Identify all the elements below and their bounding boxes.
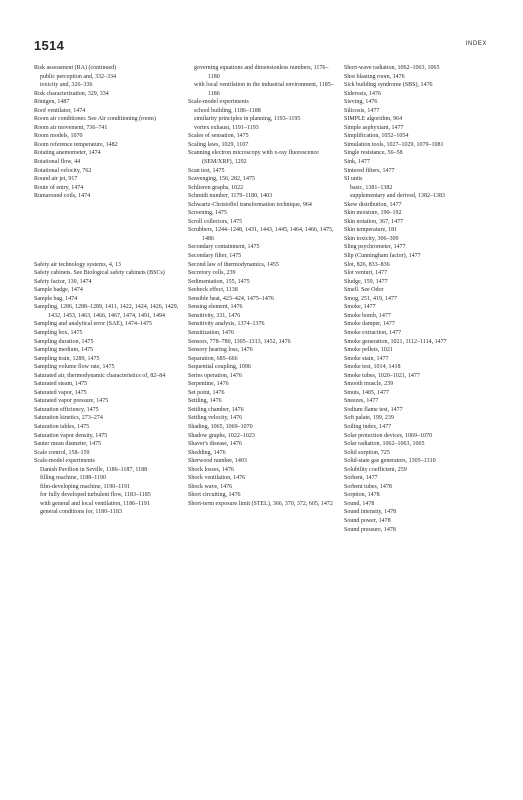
index-entry: Smoke tubes, 1020–1021, 1477 — [344, 372, 420, 379]
index-entry: Risk assessment (RA) (continued) — [34, 65, 117, 71]
index-gap — [34, 201, 184, 210]
index-entry: Smoke bomb, 1477 — [344, 312, 391, 319]
index-entry: Serpentine, 1476 — [188, 381, 229, 388]
index-gap — [34, 252, 184, 261]
index-entry: Saturation tables, 1475 — [34, 423, 90, 430]
index-entry: Sneezes, 1477 — [344, 398, 379, 405]
index-subentry: vortex exhaust, 1191–1193 — [194, 124, 259, 131]
index-entry: Rotational velocity, 762 — [34, 167, 92, 174]
index-entry: Sludge, 159, 1477 — [344, 278, 388, 285]
index-entry: Simplification, 1052–1054 — [344, 133, 409, 140]
index-entry: Sensitivity analysis, 1374–1376 — [188, 321, 265, 328]
index-entry: Shaver's disease, 1476 — [188, 441, 242, 448]
index-entry: Scale control, 158–159 — [34, 449, 90, 456]
index-subentry: toxicity and, 326–336 — [40, 82, 93, 89]
index-entry: Settling velocity, 1476 — [188, 415, 243, 422]
index-entry: Room air conditioner. See Air conditioning (room) — [34, 116, 156, 123]
index-entry: SIMPLE algorithm, 964 — [344, 116, 403, 123]
index-entry: Sample bag, 1474 — [34, 295, 78, 302]
index-entry: Sorbent tubes, 1478 — [344, 483, 392, 490]
index-entry: Sodium flame test, 1477 — [344, 406, 403, 413]
index-entry: Saturation kinetics, 273–274 — [34, 415, 103, 422]
index-entry: Sequential coupling, 1096 — [188, 364, 251, 371]
index-entry: Sensible heat, 423–424, 1475–1476 — [188, 295, 274, 302]
index-entry: Solar protection devices, 1069–1070 — [344, 432, 432, 439]
index-subentry: supplementary and derived, 1382–1383 — [350, 193, 445, 200]
index-entry: Shock ventilation, 1476 — [188, 475, 246, 482]
index-gap — [34, 235, 184, 244]
index-subentry: general conditions for, 1180–1183 — [40, 509, 122, 516]
index-gap — [34, 218, 184, 227]
index-entry: Sick building syndrome (SBS), 1476 — [344, 82, 433, 89]
index-entry: Series operation, 1476 — [188, 372, 242, 379]
index-entry: Shading, 1065, 1069–1070 — [188, 423, 253, 430]
index-subentry: similarity principles in planning, 1193–1195 — [194, 116, 301, 123]
index-entry: Sedimentation, 155, 1475 — [188, 278, 250, 285]
index-entry: Separation, 685–666 — [188, 355, 238, 362]
index-entry: Simulation tools, 1027–1029, 1079–1081 — [344, 141, 444, 148]
index-entry: Smog, 251, 419, 1477 — [344, 295, 398, 302]
index-entry: Secretory cells, 239 — [188, 270, 236, 277]
index-entry: Sampling medium, 1475 — [34, 347, 94, 354]
index-entry: SI units — [344, 176, 363, 183]
index-entry: Shedding, 1476 — [188, 449, 226, 456]
index-gap — [34, 243, 184, 252]
index-entry: Round air jet, 917 — [34, 176, 78, 183]
index-entry: Schmidt number, 1179–1180, 1403 — [188, 193, 273, 200]
index-entry: Smoke generation, 1021, 1112–1114, 1477 — [344, 338, 447, 345]
index-entry: Simple asphyxiant, 1477 — [344, 124, 404, 131]
index-entry: Route of entry, 1474 — [34, 184, 84, 191]
index-entry: Scanning electron microscopy with x-ray fluorescence (SEM/XRF), 1292 — [188, 150, 319, 166]
index-entry: Seebeck effect, 1138 — [188, 287, 238, 294]
index-gap — [34, 209, 184, 218]
index-entry: Schwartz-Christoffel transformation technique, 964 — [188, 201, 312, 208]
index-entry: Skin toxicity, 306–309 — [344, 235, 399, 242]
index-entry: Smoke pellets, 1021 — [344, 347, 393, 354]
index-entry: Smuts, 1405, 1477 — [344, 389, 390, 396]
index-entry: Saturated steam, 1475 — [34, 381, 88, 388]
index-entry: Sling psychrometer, 1477 — [344, 244, 406, 251]
index-entry: Smoke damper, 1477 — [344, 321, 395, 328]
index-entry: Safety factor, 130, 1474 — [34, 278, 92, 285]
index-subentry: with local ventilation in the industrial environment, 1185–1186 — [194, 82, 334, 97]
index-entry: Scavenging, 156, 282, 1475 — [188, 176, 255, 183]
index-entry: Skin temperature, 181 — [344, 227, 398, 234]
index-column-2 — [188, 64, 336, 508]
index-entry: Saturated air, thermodynamic characteristics of, 82–84 — [34, 372, 166, 379]
index-entry: Sorbent, 1477 — [344, 475, 378, 482]
index-entry: Shadow graphs, 1022–1023 — [188, 432, 255, 439]
index-entry: Risk characterization, 329, 334 — [34, 90, 109, 97]
index-subentry: governing equations and dimensionless numbers, 1176–1180 — [194, 65, 329, 80]
index-entry: Settling chamber, 1476 — [188, 406, 244, 413]
index-entry: Slip (Cunningham factor), 1477 — [344, 253, 421, 260]
index-entry: Sampling duration, 1475 — [34, 338, 94, 345]
index-entry: Röntgen, 1487 — [34, 99, 70, 106]
index-entry: Sampling box, 1475 — [34, 329, 83, 336]
index-entry: Sieving, 1476 — [344, 99, 378, 106]
index-entry: Smoke stain, 1477 — [344, 355, 389, 362]
index-entry: Room air movement, 736–741 — [34, 124, 108, 131]
index-entry: Smoke test, 1014, 1418 — [344, 364, 401, 371]
index-subentry: filling machine, 1188–1190 — [40, 475, 107, 482]
index-entry: Scroll collectors, 1475 — [188, 218, 243, 225]
index-entry: Saturated vapor, 1475 — [34, 389, 87, 396]
index-entry: Roof ventilator, 1474 — [34, 107, 86, 114]
index-entry: Short-wave radiation, 1062–1063, 1065 — [344, 65, 440, 71]
index-entry: Slot venturi, 1477 — [344, 270, 388, 277]
index-subentry: school building, 1186–1188 — [194, 107, 261, 114]
index-entry: Sensing element, 1476 — [188, 304, 243, 311]
index-subentry: film-developing machine, 1190–1191 — [40, 483, 131, 490]
index-entry: Solar radiation, 1062–1063, 1065 — [344, 441, 425, 448]
index-entry: Siderosis, 1476 — [344, 90, 382, 97]
index-subentry: basic, 1381–1382 — [350, 184, 393, 191]
index-entry: Rumaround coils, 1474 — [34, 193, 91, 200]
index-entry: Scales of sensation, 1475 — [188, 133, 249, 140]
index-entry: Solubility coefficient, 259 — [344, 466, 407, 473]
index-entry: Single resistance, 56–58 — [344, 150, 403, 157]
index-entry: Sherwood number, 1403 — [188, 458, 247, 465]
index-entry: Safety air technology systems, 4, 13 — [34, 261, 121, 268]
index-entry: Sensory hearing loss, 1476 — [188, 347, 253, 354]
index-entry: Settling, 1476 — [188, 398, 222, 405]
index-entry: Sintered filters, 1477 — [344, 167, 395, 174]
index-entry: Smooth muscle, 239 — [344, 381, 394, 388]
index-entry: Smoke extraction, 1477 — [344, 329, 402, 336]
index-entry: Secondary filter, 1475 — [188, 253, 242, 260]
running-head: INDEX — [465, 41, 487, 47]
index-entry: Skew distribution, 1477 — [344, 201, 402, 208]
index-entry: Sensors, 778–780, 1305–1313, 1452, 1476 — [188, 338, 291, 345]
index-entry: Sound intensity, 1478 — [344, 509, 397, 516]
index-subentry: public perception and, 332–334 — [40, 73, 116, 80]
index-entry: Sampling train, 1289, 1475 — [34, 355, 100, 362]
index-entry: Room models, 1070 — [34, 133, 83, 140]
index-entry: Secondary containment, 1475 — [188, 244, 260, 251]
index-entry: Schlieren graphs, 1022 — [188, 184, 244, 191]
index-entry: Sample badge, 1474 — [34, 287, 83, 294]
index-subentry: with general and local ventilation, 1186–1191 — [40, 500, 150, 507]
index-entry: Silicosis, 1477 — [344, 107, 380, 114]
index-entry: Sound power, 1478 — [344, 517, 391, 524]
index-entry: Sensitization, 1476 — [188, 329, 234, 336]
index-entry: Short circuiting, 1476 — [188, 492, 241, 499]
index-entry: Scaling laws, 1029, 1107 — [188, 141, 249, 148]
index-entry: Solid-state gas generators, 1305–1310 — [344, 458, 436, 465]
index-entry: Solid sorption, 725 — [344, 449, 390, 456]
index-entry: Sensitivity, 331, 1476 — [188, 312, 241, 319]
index-entry: Smell. See Odor — [344, 287, 384, 294]
index-entry: Soft palate, 199, 239 — [344, 415, 394, 422]
index-entry: Smoke, 1477 — [344, 304, 376, 311]
index-subentry: Danish Pavilion in Seville, 1186–1187, 1188 — [40, 466, 148, 473]
index-entry: Saturated vapor pressure, 1475 — [34, 398, 109, 405]
index-entry: Slot, 826, 833–836 — [344, 261, 390, 268]
index-entry: Set point, 1476 — [188, 389, 225, 396]
index-entry: Safety cabinets. See Biological safety cabinets (BSCs) — [34, 270, 165, 277]
index-gap — [34, 226, 184, 235]
index-entry: Sampling and analytical error (SAE), 1474–1475 — [34, 321, 152, 328]
index-entry: Short-term exposure limit (STEL), 366, 370, 372, 605, 1472 — [188, 500, 333, 507]
index-entry: Sampling volume flow rate, 1475 — [34, 364, 115, 371]
index-entry: Shock wave, 1476 — [188, 483, 233, 490]
index-entry: Second law of thermodynamics, 1455 — [188, 261, 279, 268]
index-entry: Sink, 1477 — [344, 159, 371, 166]
index-subentry: for fully developed turbulent flow, 1183–1185 — [40, 492, 151, 499]
index-entry: Shot blasting room, 1476 — [344, 73, 405, 80]
page-number: 1514 — [34, 38, 65, 53]
index-entry: Scrubbers, 1244–1248, 1431, 1443, 1445, 1464, 1466, 1475, 1486 — [188, 227, 334, 242]
index-entry: Screening, 1475 — [188, 210, 227, 217]
index-entry: Sound, 1478 — [344, 500, 375, 507]
index-entry: Sauter mean diameter, 1475 — [34, 441, 102, 448]
index-column-3 — [344, 64, 494, 534]
index-entry: Sound pressure, 1478 — [344, 526, 396, 533]
index-entry: Sampling, 1286, 1288–1289, 1411, 1422, 1424, 1426, 1429, 1432, 1453, 1463, 1466, 1467, 1474, 1491, 1494 — [34, 304, 179, 319]
index-entry: Soiling index, 1477 — [344, 423, 392, 430]
index-entry: Rotational flow, 44 — [34, 159, 81, 166]
index-entry: Saturation vapor density, 1475 — [34, 432, 108, 439]
index-entry: Skin notation, 367, 1477 — [344, 218, 404, 225]
index-entry: Room reference temperature, 1482 — [34, 141, 118, 148]
index-entry: Rotating anemometer, 1474 — [34, 150, 101, 157]
index-entry: Shock losses, 1476 — [188, 466, 234, 473]
index-entry: Scan test, 1475 — [188, 167, 225, 174]
index-entry: Scale-model experiments — [188, 99, 249, 106]
index-entry: Sorption, 1478 — [344, 492, 380, 499]
index-entry: Scale-model experiments — [34, 458, 95, 465]
index-column-1 — [34, 64, 184, 517]
index-entry: Saturation efficiency, 1475 — [34, 406, 99, 413]
index-entry: Skin moisture, 190–192 — [344, 210, 402, 217]
